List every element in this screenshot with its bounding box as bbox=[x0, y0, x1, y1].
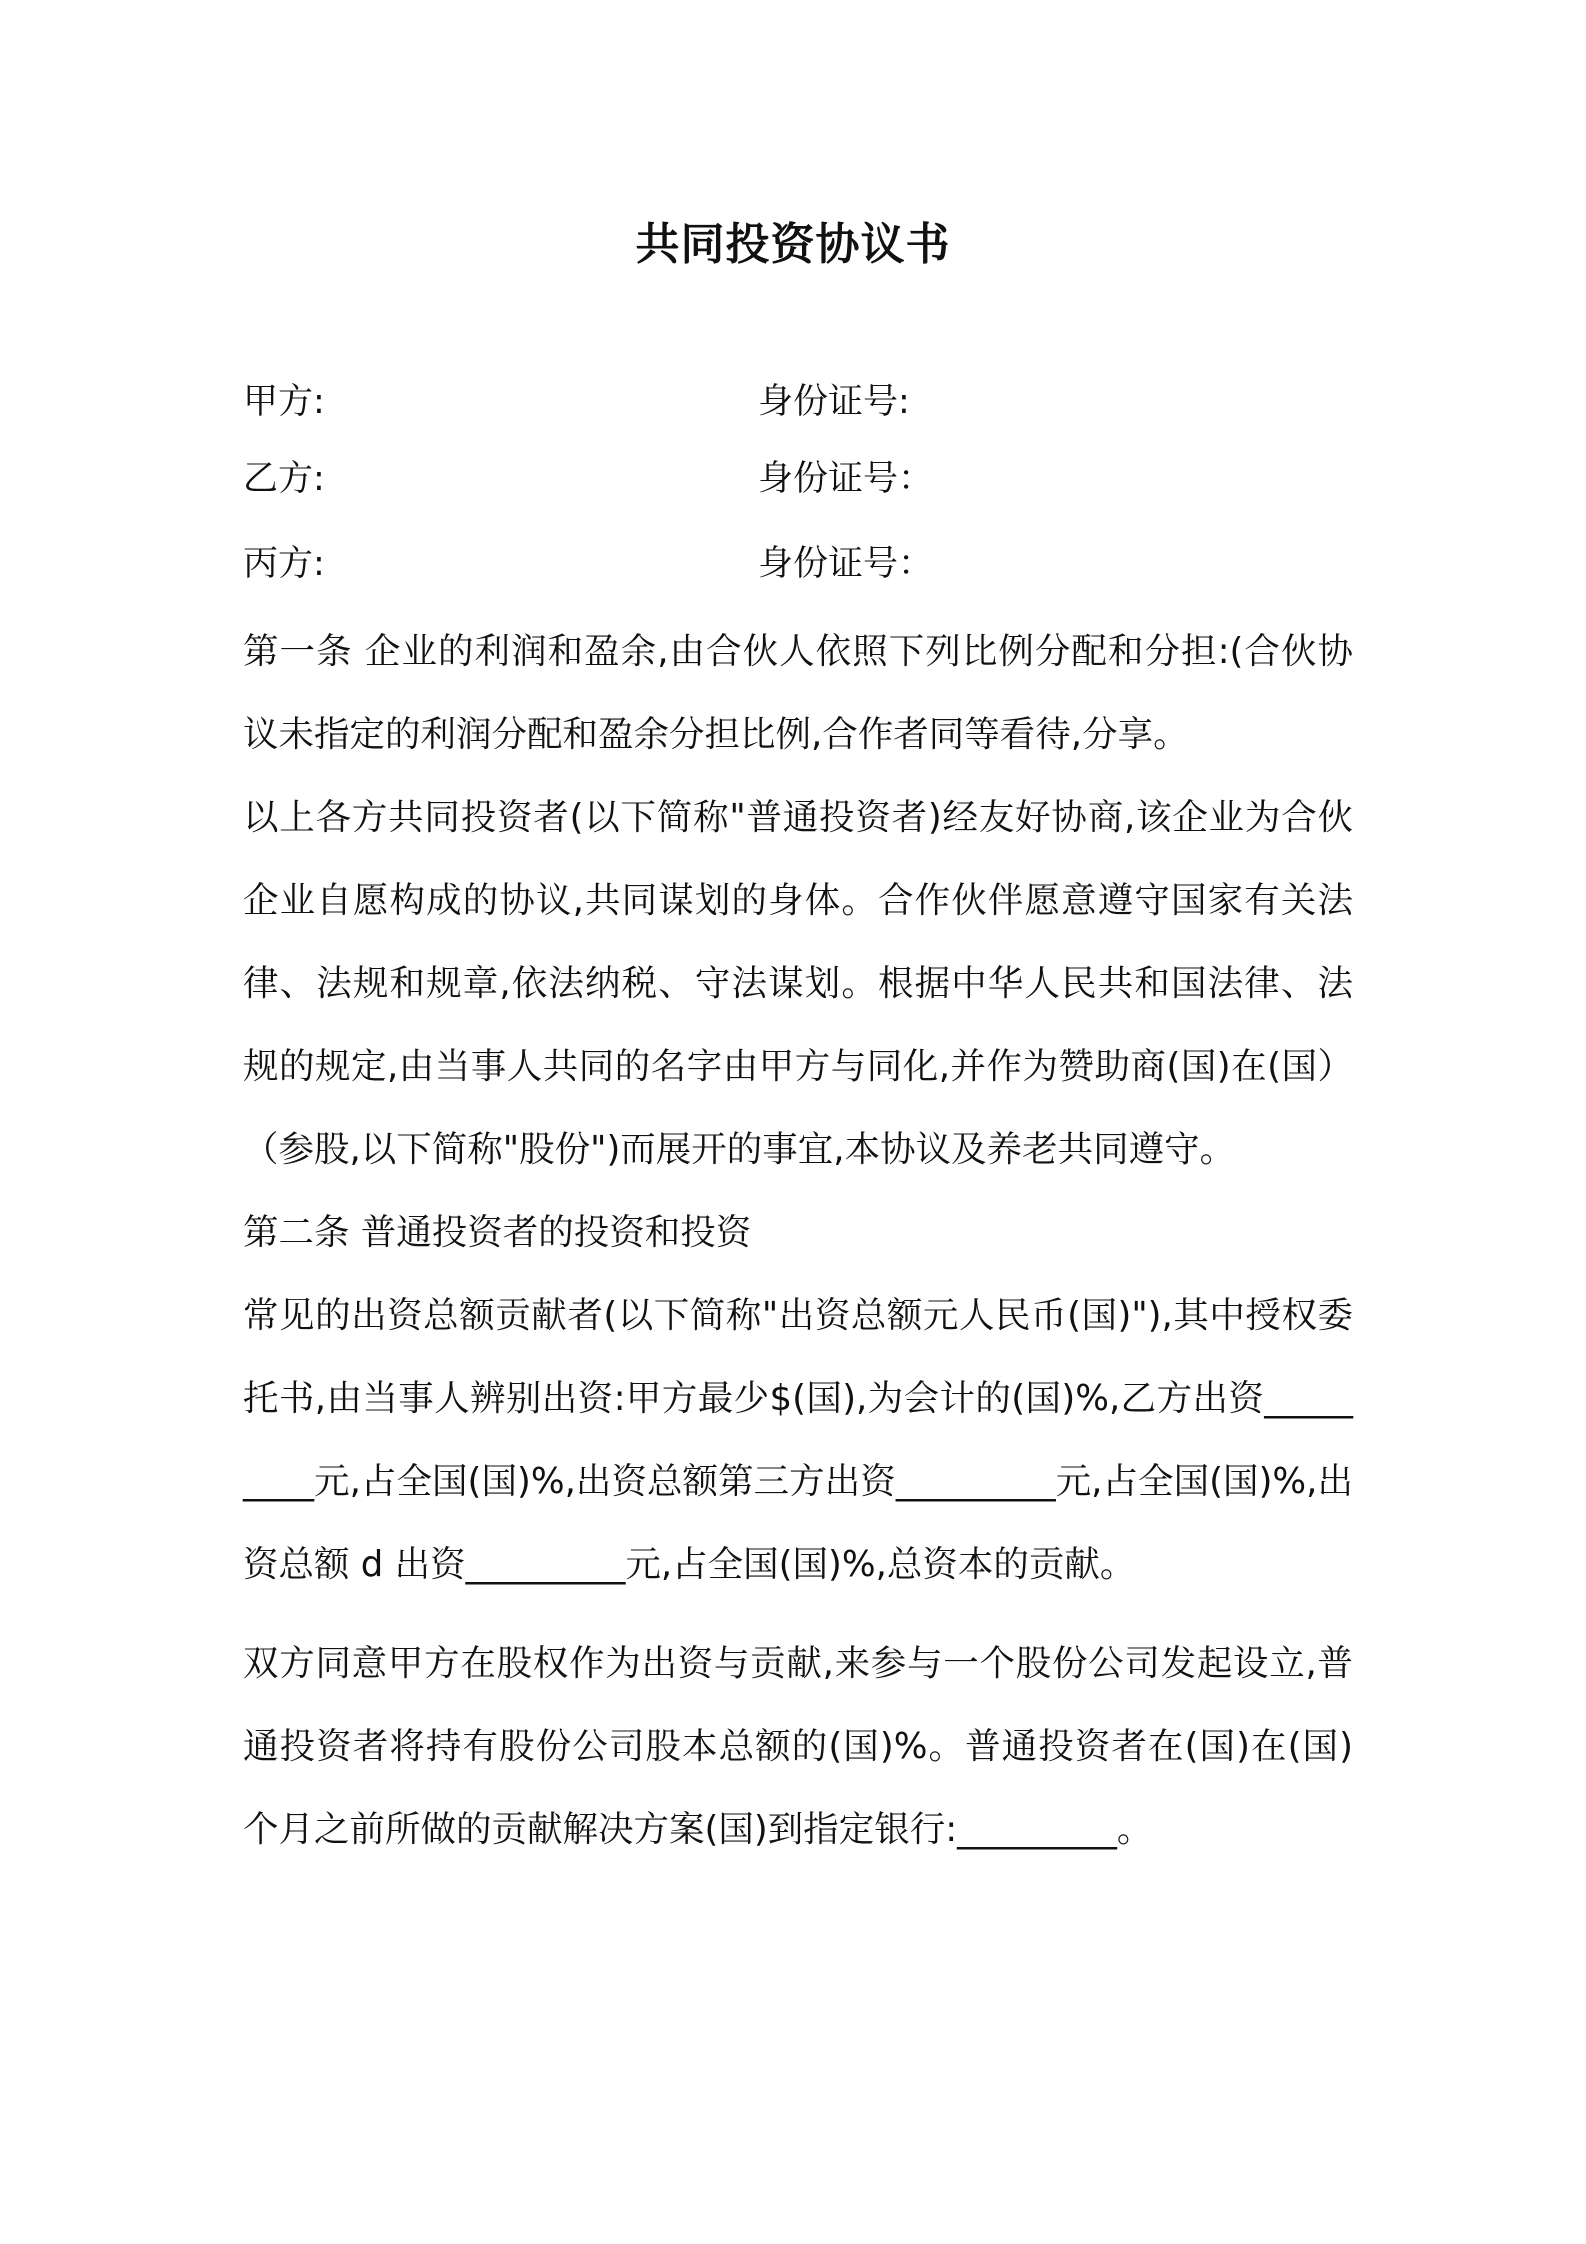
party-row-b bbox=[243, 449, 1353, 509]
equity-paragraph: 双方同意甲方在股权作为出资与贡献,来参与一个股份公司发起设立,普通投资者将持有股份公司股本总额的(国)%。普通投资者在(国)在(国)个月之前所做的贡献解决方案(国)到指定银行:_________。 bbox=[243, 1643, 1353, 1850]
party-row-c bbox=[243, 534, 1353, 594]
party-c-label: 丙方: bbox=[243, 544, 325, 584]
party-a-label: 甲方: bbox=[243, 382, 325, 422]
document-title: 共同投资协议书 bbox=[635, 219, 951, 270]
document-body bbox=[243, 610, 1353, 1871]
party-b-id-label: 身份证号： bbox=[758, 459, 934, 499]
party-c-id-label: 身份证号： bbox=[758, 544, 934, 584]
party-b-label: 乙方: bbox=[243, 459, 325, 499]
article-two-heading: 第二条 普通投资者的投资和投资 bbox=[243, 1212, 752, 1253]
article-one-paragraph: 第一条 企业的利润和盈余,由合伙人依照下列比例分配和分担:(合伙协议未指定的利润分配和盈余分担比例,合作者同等看待,分享。 bbox=[243, 631, 1353, 755]
party-row-a bbox=[243, 372, 1353, 432]
contribution-paragraph: 常见的出资总额贡献者(以下简称"出资总额元人民币(国)"),其中授权委托书,由当事人辨别出资:甲方最少$(国),为会计的(国)%,乙方出资_________元,占全国(国)%,出资总额第三方出资_________元,占全国(国)%,出资总额 d 出资_________元,占全国(国)%,总资本的贡献。 bbox=[243, 1295, 1353, 1585]
preamble-paragraph: 以上各方共同投资者(以下简称"普通投资者)经友好协商,该企业为合伙企业自愿构成的协议,共同谋划的身体。合作伙伴愿意遵守国家有关法律、法规和规章,依法纳税、守法谋划。根据中华人民共和国法律、法规的规定,由当事人共同的名字由甲方与同化,并作为赞助商(国)在(国）（参股,以下简称"股份")而展开的事宜,本协议及养老共同遵守。 bbox=[243, 797, 1353, 1170]
party-a-id-label: 身份证号: bbox=[758, 382, 910, 422]
